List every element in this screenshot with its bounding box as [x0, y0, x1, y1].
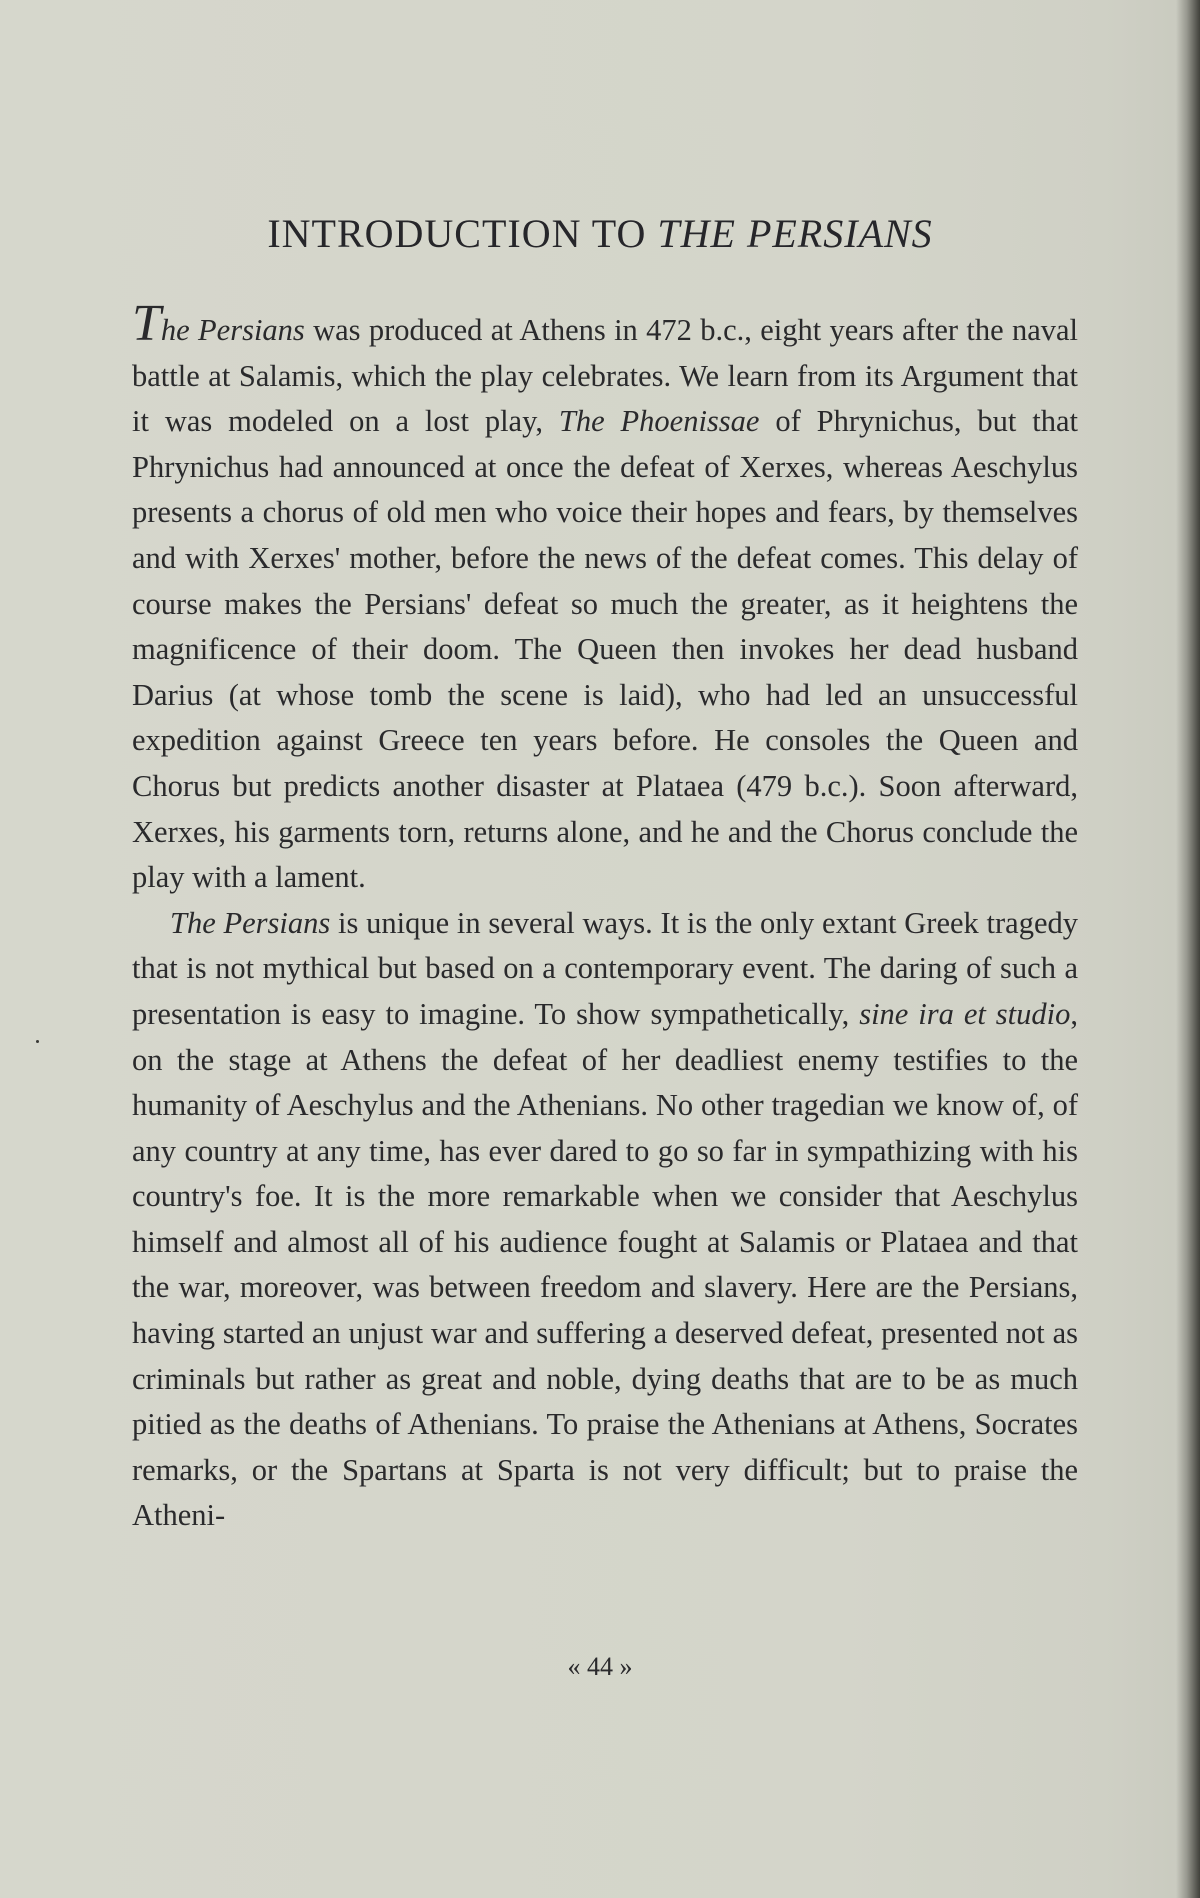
phoenissae-italic: The Phoenissae — [558, 404, 760, 439]
title-plain: INTRODUCTION TO — [267, 211, 647, 256]
paragraph-1 — [132, 295, 1079, 901]
persians-italic: Persians — [189, 313, 305, 347]
paragraph-2-text1: is unique in several ways. It is the only extant Greek tragedy that is not mythical but based on a contemporary event. The daring of such a presentation is easy to imagine. To show sympathetically, — [132, 905, 1079, 1031]
spine-shadow — [1176, 0, 1200, 1898]
paragraph-2 — [132, 901, 1078, 1539]
title-italic: THE PERSIANS — [657, 211, 933, 256]
page-title — [0, 210, 1200, 257]
drop-cap: T — [132, 295, 161, 352]
page-speck — [36, 1040, 39, 1043]
page-number: « 44 » — [567, 1652, 633, 1681]
title-word-rest: he — [160, 313, 190, 347]
latin-phrase-italic: sine ira et studio — [859, 996, 1071, 1031]
body-text — [132, 295, 1079, 1539]
paragraph-2-text2: , on the stage at Athens the defeat of her deadliest enemy testifies to the humanity of Aeschylus and the Athenians. No other tragedian we know of, of any country at any time, has ever dared to go so far in sympathizing with his country's foe. It is the more remarkable when we consider that Aeschylus himself and almost all of his audience fought at Salamis or Plataea and that the war, moreover, was between freedom and slavery. Here are the Persians, having started an unjust war and suffering a deserved defeat, presented not as criminals but rather as great and noble, dying deaths that are to be as much pitied as the deaths of Athenians. To praise the Athenians at Athens, Socrates remarks, or the Spartans at Sparta is not very difficult; but to praise the Atheni- — [132, 996, 1078, 1533]
paragraph-1-mid2: of Phrynichus, but that Phrynichus had announced at once the defeat of Xerxes, whereas Aeschylus presents a chorus of old men who voice their hopes and fears, by themselves and with Xerxes' mother, before the news of the defeat comes. This delay of course makes the Persians' defeat so much the greater, as it heightens the magnificence of their doom. The Queen then invokes her dead husband Darius (at whose tomb the scene is laid), who had led an unsuccessful expedition against Greece ten years before. He consoles the Queen and Chorus but predicts another disaster at Plataea (479 b.c.). Soon afterward, Xerxes, his garments torn, returns alone, and he and the Chorus conclude the play with a lament. — [132, 404, 1078, 895]
persians-italic-2: The Persians — [170, 905, 331, 940]
paragraph-1-line1: was produced at Athens in 472 b.c., eight years after — [304, 313, 959, 347]
paragraph-1-mid1: the naval battle at Salamis, which the play celebrates. We learn from its Argument that it was modeled on a lost play, — [132, 313, 1079, 439]
